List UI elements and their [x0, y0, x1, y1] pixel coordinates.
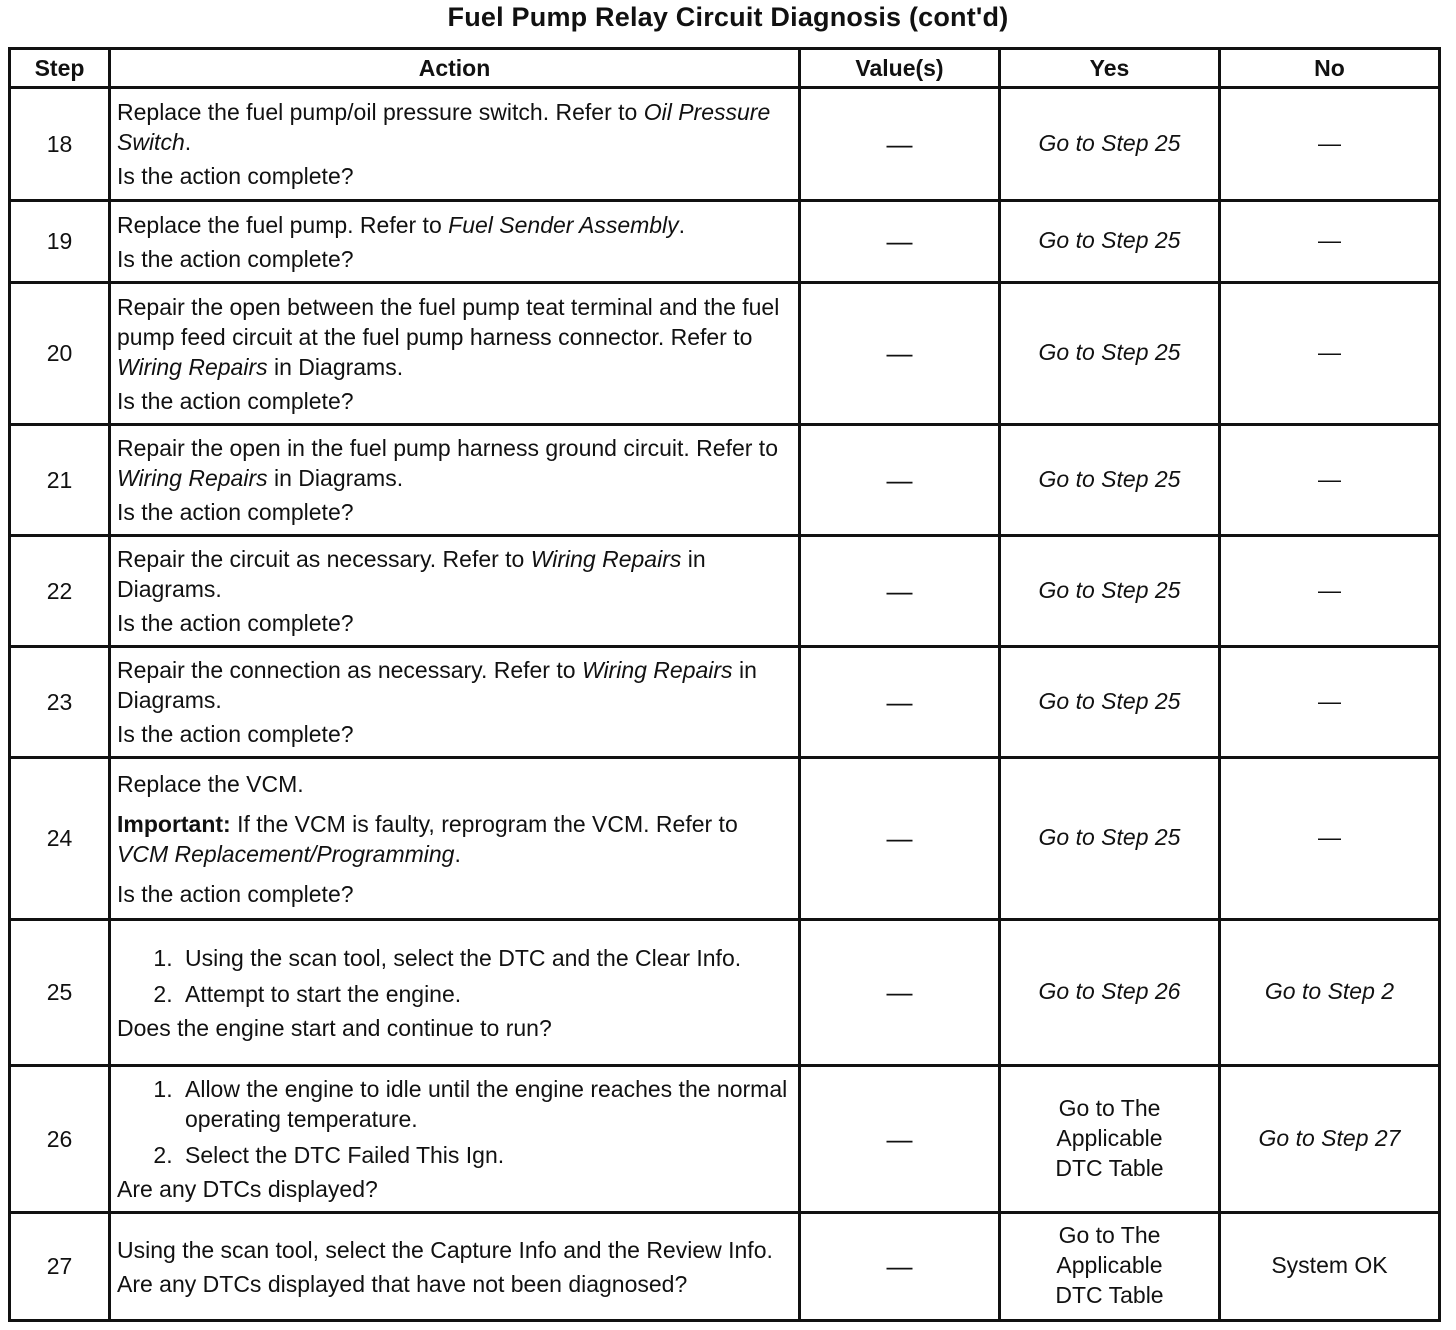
value-cell: —	[800, 920, 1000, 1066]
action-question: Is the action complete?	[117, 610, 354, 636]
step-number: 26	[10, 1066, 110, 1213]
action-question: Are any DTCs displayed that have not been diagnosed?	[117, 1270, 688, 1297]
action-text: Repair the open between the fuel pump teat terminal and the fuel pump feed circuit at the fuel pump harness connector. Refer to Wiring Repairs in Diagrams.	[117, 293, 780, 380]
value-cell: —	[800, 536, 1000, 647]
table-row	[10, 425, 1440, 536]
action-cell	[110, 283, 800, 425]
important-note: Important: If the VCM is faulty, reprogram the VCM. Refer to VCM Replacement/Programming.	[117, 810, 738, 867]
table-row	[10, 536, 1440, 647]
value-cell: —	[800, 1066, 1000, 1213]
reference-link: VCM Replacement/Programming	[117, 840, 455, 867]
no-cell: —	[1220, 647, 1440, 758]
step-number: 25	[10, 920, 110, 1066]
list-item: 1. Allow the engine to idle until the engine reaches the normal operating temperature.	[179, 1074, 792, 1134]
action-cell	[110, 920, 800, 1066]
procedure-list	[117, 943, 792, 1009]
procedure-list	[117, 1074, 792, 1170]
no-cell: —	[1220, 201, 1440, 283]
header-yes: Yes	[1000, 49, 1220, 88]
list-item: 2. Attempt to start the engine.	[179, 979, 792, 1009]
reference-link: Wiring Repairs	[581, 657, 733, 683]
diagnosis-table	[8, 47, 1441, 1322]
table-row	[10, 1213, 1440, 1321]
table-row	[10, 283, 1440, 425]
action-question: Is the action complete?	[117, 880, 354, 907]
list-item: 2. Select the DTC Failed This Ign.	[179, 1140, 792, 1170]
action-question: Is the action complete?	[117, 499, 354, 525]
value-cell: —	[800, 425, 1000, 536]
action-question: Is the action complete?	[117, 721, 354, 747]
reference-link: Wiring Repairs	[117, 353, 268, 380]
header-action: Action	[110, 49, 800, 88]
no-cell: —	[1220, 425, 1440, 536]
table-row	[10, 758, 1440, 920]
header-no: No	[1220, 49, 1440, 88]
value-cell: —	[800, 201, 1000, 283]
yes-cell: Go to Step 25	[1000, 201, 1220, 283]
table-header-row	[10, 49, 1440, 88]
action-text: Repair the circuit as necessary. Refer to Wiring Repairs in Diagrams.	[117, 546, 706, 602]
step-number: 20	[10, 283, 110, 425]
value-cell: —	[800, 1213, 1000, 1321]
yes-cell: Go to Step 25	[1000, 283, 1220, 425]
value-cell: —	[800, 283, 1000, 425]
table-row	[10, 920, 1440, 1066]
action-cell	[110, 758, 800, 920]
list-item: 1. Using the scan tool, select the DTC and the Clear Info.	[179, 943, 792, 973]
table-row	[10, 647, 1440, 758]
action-question: Are any DTCs displayed?	[117, 1176, 378, 1202]
page-title: Fuel Pump Relay Circuit Diagnosis (cont'd)	[447, 2, 1009, 32]
no-cell: System OK	[1220, 1213, 1440, 1321]
action-text: Replace the VCM.	[117, 770, 304, 797]
action-question: Is the action complete?	[117, 245, 354, 272]
header-values: Value(s)	[800, 49, 1000, 88]
step-number: 21	[10, 425, 110, 536]
value-cell: —	[800, 88, 1000, 201]
header-step: Step	[10, 49, 110, 88]
action-text: Replace the fuel pump. Refer to Fuel Sender Assembly.	[117, 211, 686, 238]
yes-cell: Go to Step 25	[1000, 88, 1220, 201]
step-number: 18	[10, 88, 110, 201]
step-number: 27	[10, 1213, 110, 1321]
no-cell: —	[1220, 283, 1440, 425]
yes-cell: Go to Step 25	[1000, 425, 1220, 536]
reference-link: Wiring Repairs	[530, 546, 682, 572]
no-cell: Go to Step 27	[1220, 1066, 1440, 1213]
reference-link: Wiring Repairs	[117, 465, 268, 491]
action-text: Repair the connection as necessary. Refer to Wiring Repairs in Diagrams.	[117, 657, 757, 713]
step-number: 23	[10, 647, 110, 758]
action-cell	[110, 201, 800, 283]
value-cell: —	[800, 758, 1000, 920]
action-question: Is the action complete?	[117, 163, 354, 189]
reference-link: Fuel Sender Assembly	[448, 211, 679, 238]
important-label: Important:	[117, 810, 231, 837]
value-cell: —	[800, 647, 1000, 758]
action-text: Using the scan tool, select the Capture Info and the Review Info.	[117, 1236, 773, 1263]
action-cell	[110, 425, 800, 536]
no-cell: Go to Step 2	[1220, 920, 1440, 1066]
reference-link: Oil Pressure Switch	[117, 99, 771, 155]
table-row	[10, 88, 1440, 201]
action-cell	[110, 1066, 800, 1213]
action-cell	[110, 88, 800, 201]
no-cell: —	[1220, 758, 1440, 920]
table-row	[10, 1066, 1440, 1213]
step-number: 24	[10, 758, 110, 920]
action-question: Does the engine start and continue to run?	[117, 1014, 552, 1041]
yes-cell: Go to Step 26	[1000, 920, 1220, 1066]
table-row	[10, 201, 1440, 283]
yes-cell: Go to Step 25	[1000, 758, 1220, 920]
yes-cell: Go to The Applicable DTC Table	[1000, 1213, 1220, 1321]
action-text: Replace the fuel pump/oil pressure switch. Refer to Oil Pressure Switch.	[117, 99, 771, 155]
action-cell	[110, 1213, 800, 1321]
no-cell: —	[1220, 536, 1440, 647]
yes-cell: Go to Step 25	[1000, 536, 1220, 647]
action-text: Repair the open in the fuel pump harness ground circuit. Refer to Wiring Repairs in Diagrams.	[117, 435, 778, 491]
no-cell: —	[1220, 88, 1440, 201]
action-question: Is the action complete?	[117, 387, 354, 414]
action-cell	[110, 536, 800, 647]
step-number: 19	[10, 201, 110, 283]
yes-cell: Go to Step 25	[1000, 647, 1220, 758]
yes-cell: Go to The Applicable DTC Table	[1000, 1066, 1220, 1213]
step-number: 22	[10, 536, 110, 647]
action-cell	[110, 647, 800, 758]
